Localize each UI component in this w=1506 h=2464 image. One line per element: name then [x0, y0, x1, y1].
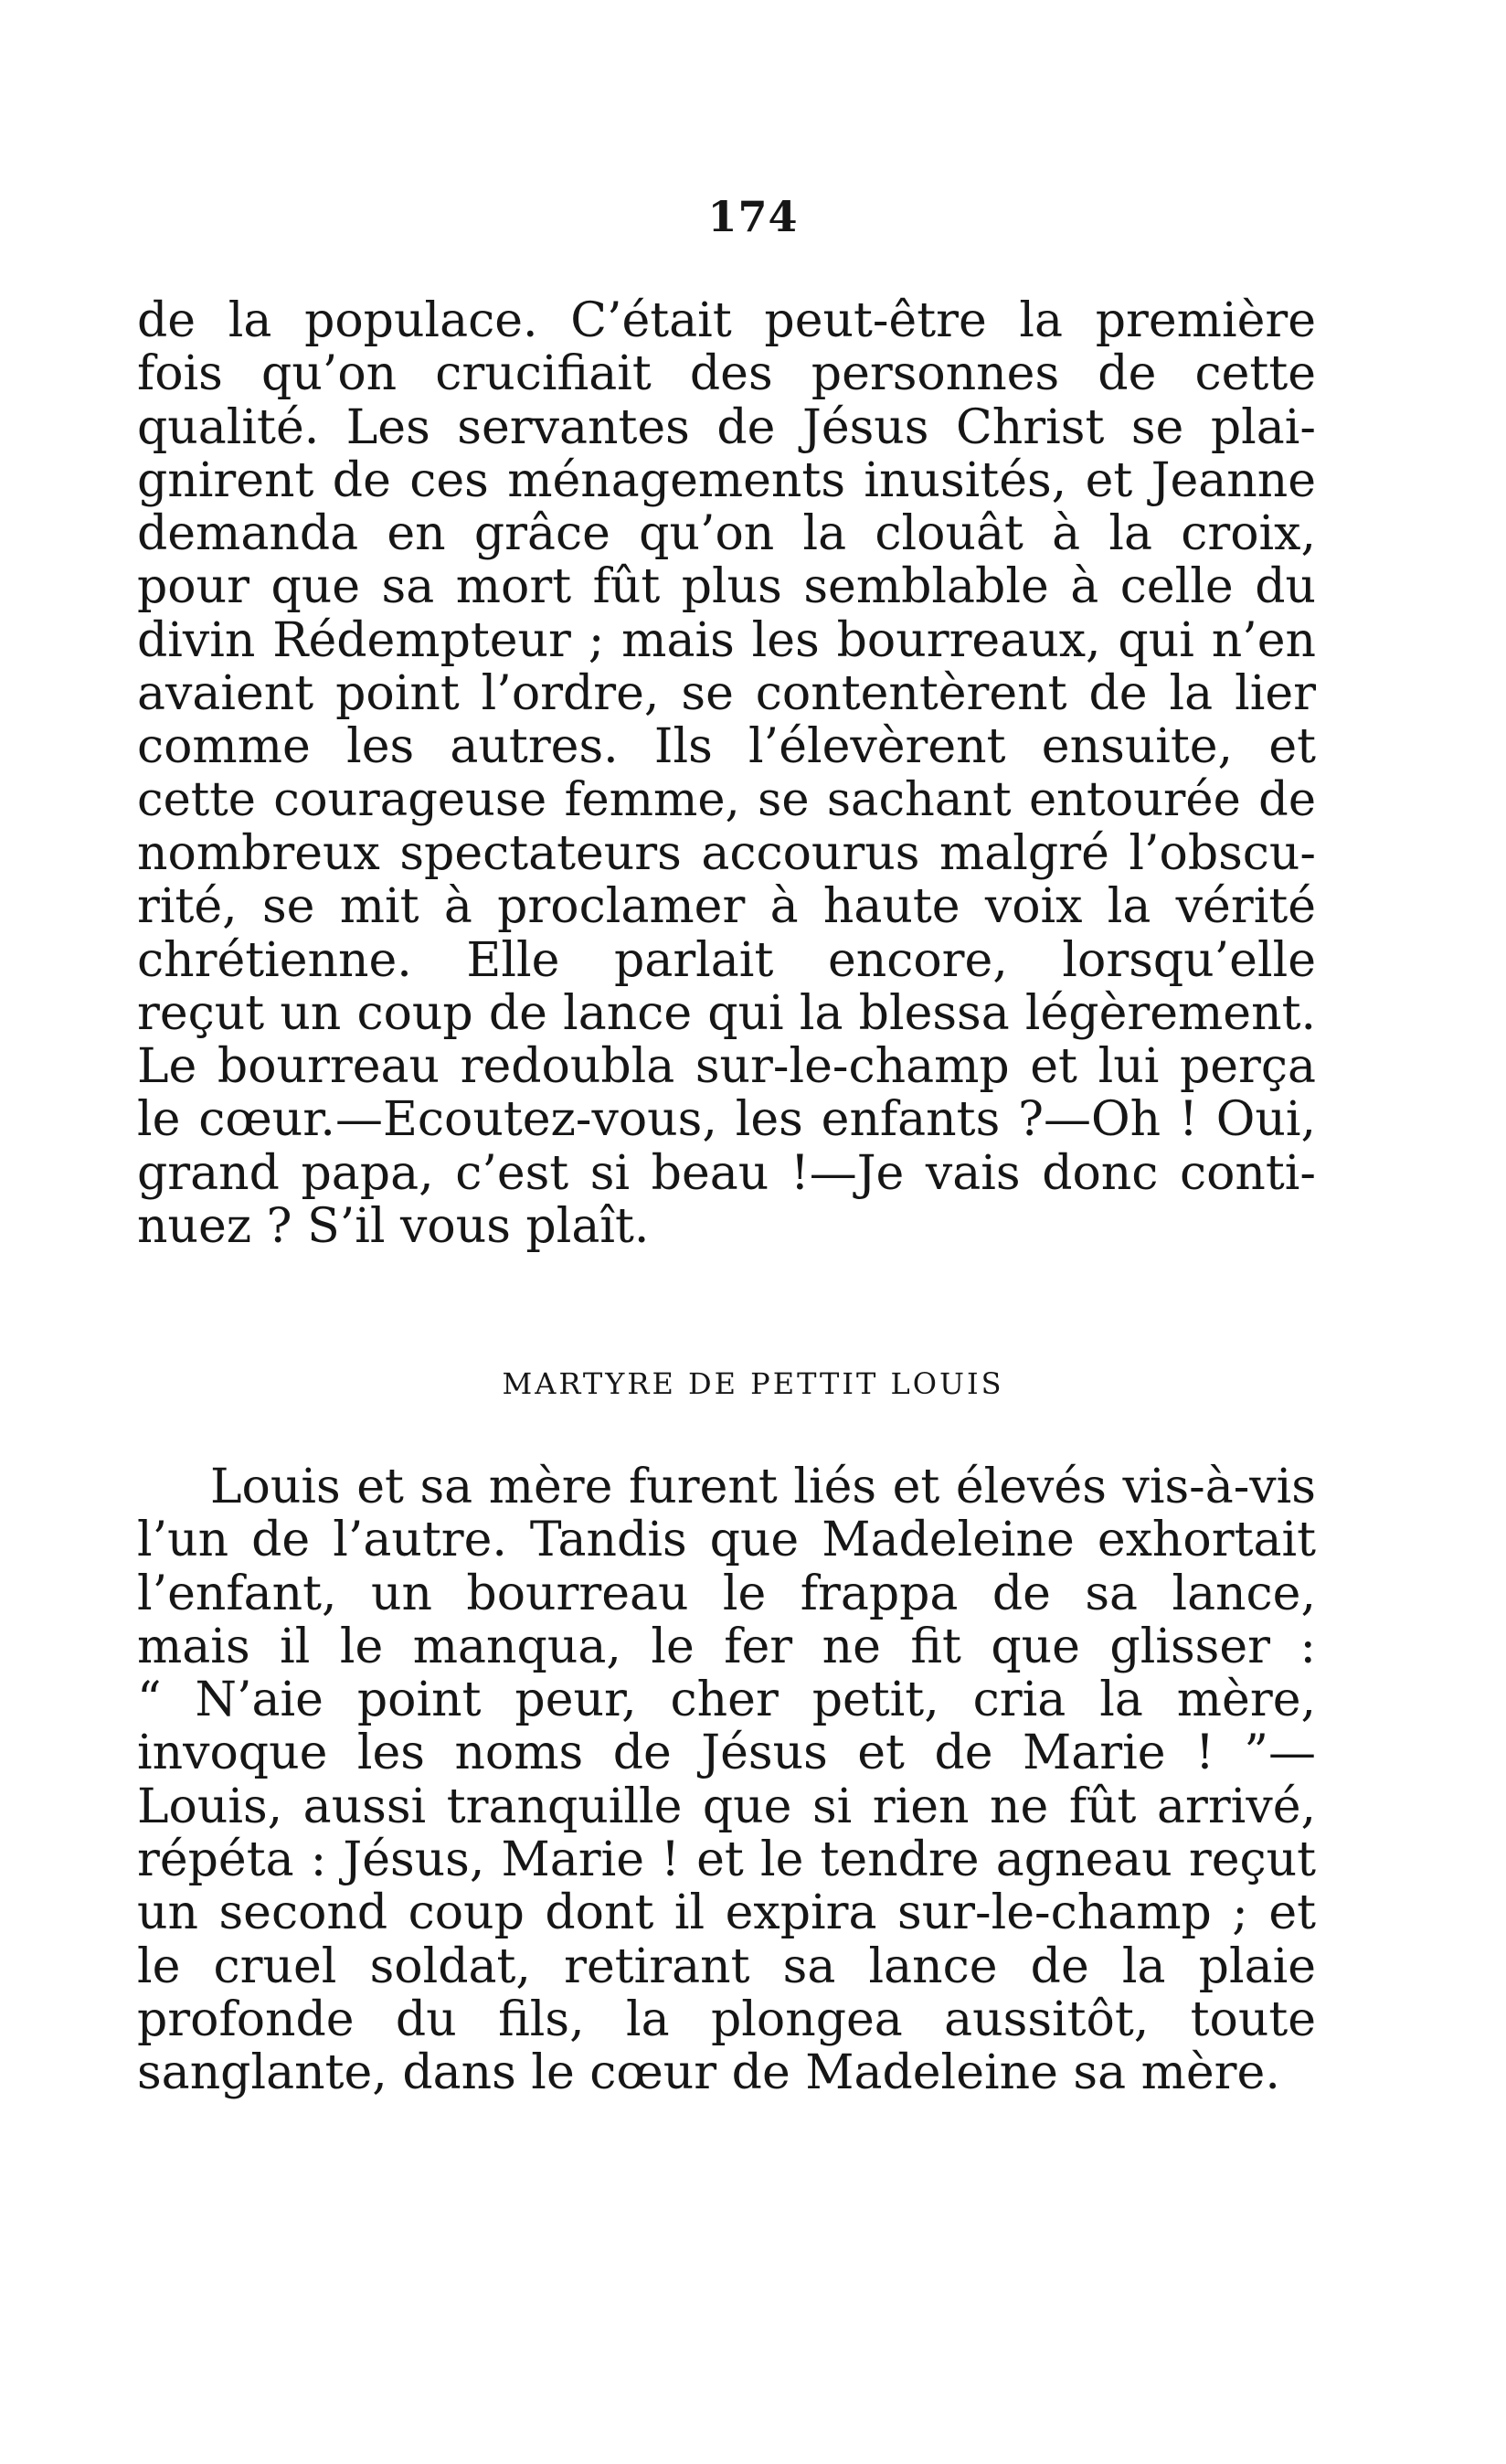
text-line: divin Rédempteur ; mais les bourreaux, qui n’en	[137, 612, 1316, 668]
text-line: nombreux spectateurs accourus malgré l’obscu-	[137, 825, 1316, 881]
text-line: l’un de l’autre. Tandis que Madeleine exhortait	[137, 1513, 1316, 1568]
text-line: profonde du fils, la plongea aussitôt, toute	[137, 1991, 1316, 2047]
text-line: qualité. Les servantes de Jésus Christ se plai-	[137, 399, 1316, 455]
text-line: invoque les noms de Jésus et de Marie ! ”—	[137, 1726, 1316, 1781]
text-line: chrétienne. Elle parlait encore, lorsqu’elle	[137, 932, 1316, 988]
text-line: rité, se mit à proclamer à haute voix la vérité	[137, 879, 1316, 935]
text-line: avaient point l’ordre, se contentèrent de la lier	[137, 666, 1316, 722]
text-line: demanda en grâce qu’on la clouât à la croix,	[137, 506, 1316, 562]
text-line: sanglante, dans le cœur de Madeleine sa mère.	[137, 2045, 1280, 2101]
text-line: l’enfant, un bourreau le frappa de sa lance,	[137, 1566, 1316, 1621]
paragraph-martyrdom	[137, 1460, 1316, 2100]
text-line: nuez ? S’il vous plaît.	[137, 1199, 650, 1255]
text-line: répéta : Jésus, Marie ! et le tendre agneau reçut	[137, 1832, 1316, 1888]
text-line: Le bourreau redoubla sur-le-champ et lui perça	[137, 1039, 1316, 1095]
text-line: le cruel soldat, retirant sa lance de la plaie	[137, 1938, 1316, 1994]
text-line: un second coup dont il expira sur-le-champ ; et	[137, 1885, 1316, 1941]
page-number: 174	[707, 192, 799, 241]
text-line: de la populace. C’était peut-être la première	[137, 293, 1316, 348]
text-line: “ N’aie point peur, cher petit, cria la mère,	[137, 1673, 1316, 1728]
text-line: reçut un coup de lance qui la blessa légèrement.	[137, 985, 1316, 1041]
text-line: Louis et sa mère furent liés et élevés vis-à-vis	[210, 1460, 1316, 1514]
paragraph-continuation	[137, 294, 1316, 1253]
text-line: grand papa, c’est si beau !—Je vais donc conti-	[137, 1145, 1316, 1201]
text-line: le cœur.—Ecoutez-vous, les enfants ?—Oh ! Oui,	[137, 1092, 1316, 1148]
text-line: Louis, aussi tranquille que si rien ne fût arrivé,	[137, 1779, 1316, 1834]
text-line: pour que sa mort fût plus semblable à celle du	[137, 559, 1316, 615]
text-line: comme les autres. Ils l’élevèrent ensuite, et	[137, 719, 1316, 775]
text-line: mais il le manqua, le fer ne fit que glisser :	[137, 1619, 1316, 1674]
section-heading: MARTYRE DE PETTIT LOUIS	[502, 1366, 1004, 1401]
text-line: cette courageuse femme, se sachant entourée de	[137, 772, 1316, 827]
text-line: gnirent de ces ménagements inusités, et Jeanne	[137, 452, 1316, 508]
text-line: fois qu’on crucifiait des personnes de cette	[137, 346, 1316, 402]
